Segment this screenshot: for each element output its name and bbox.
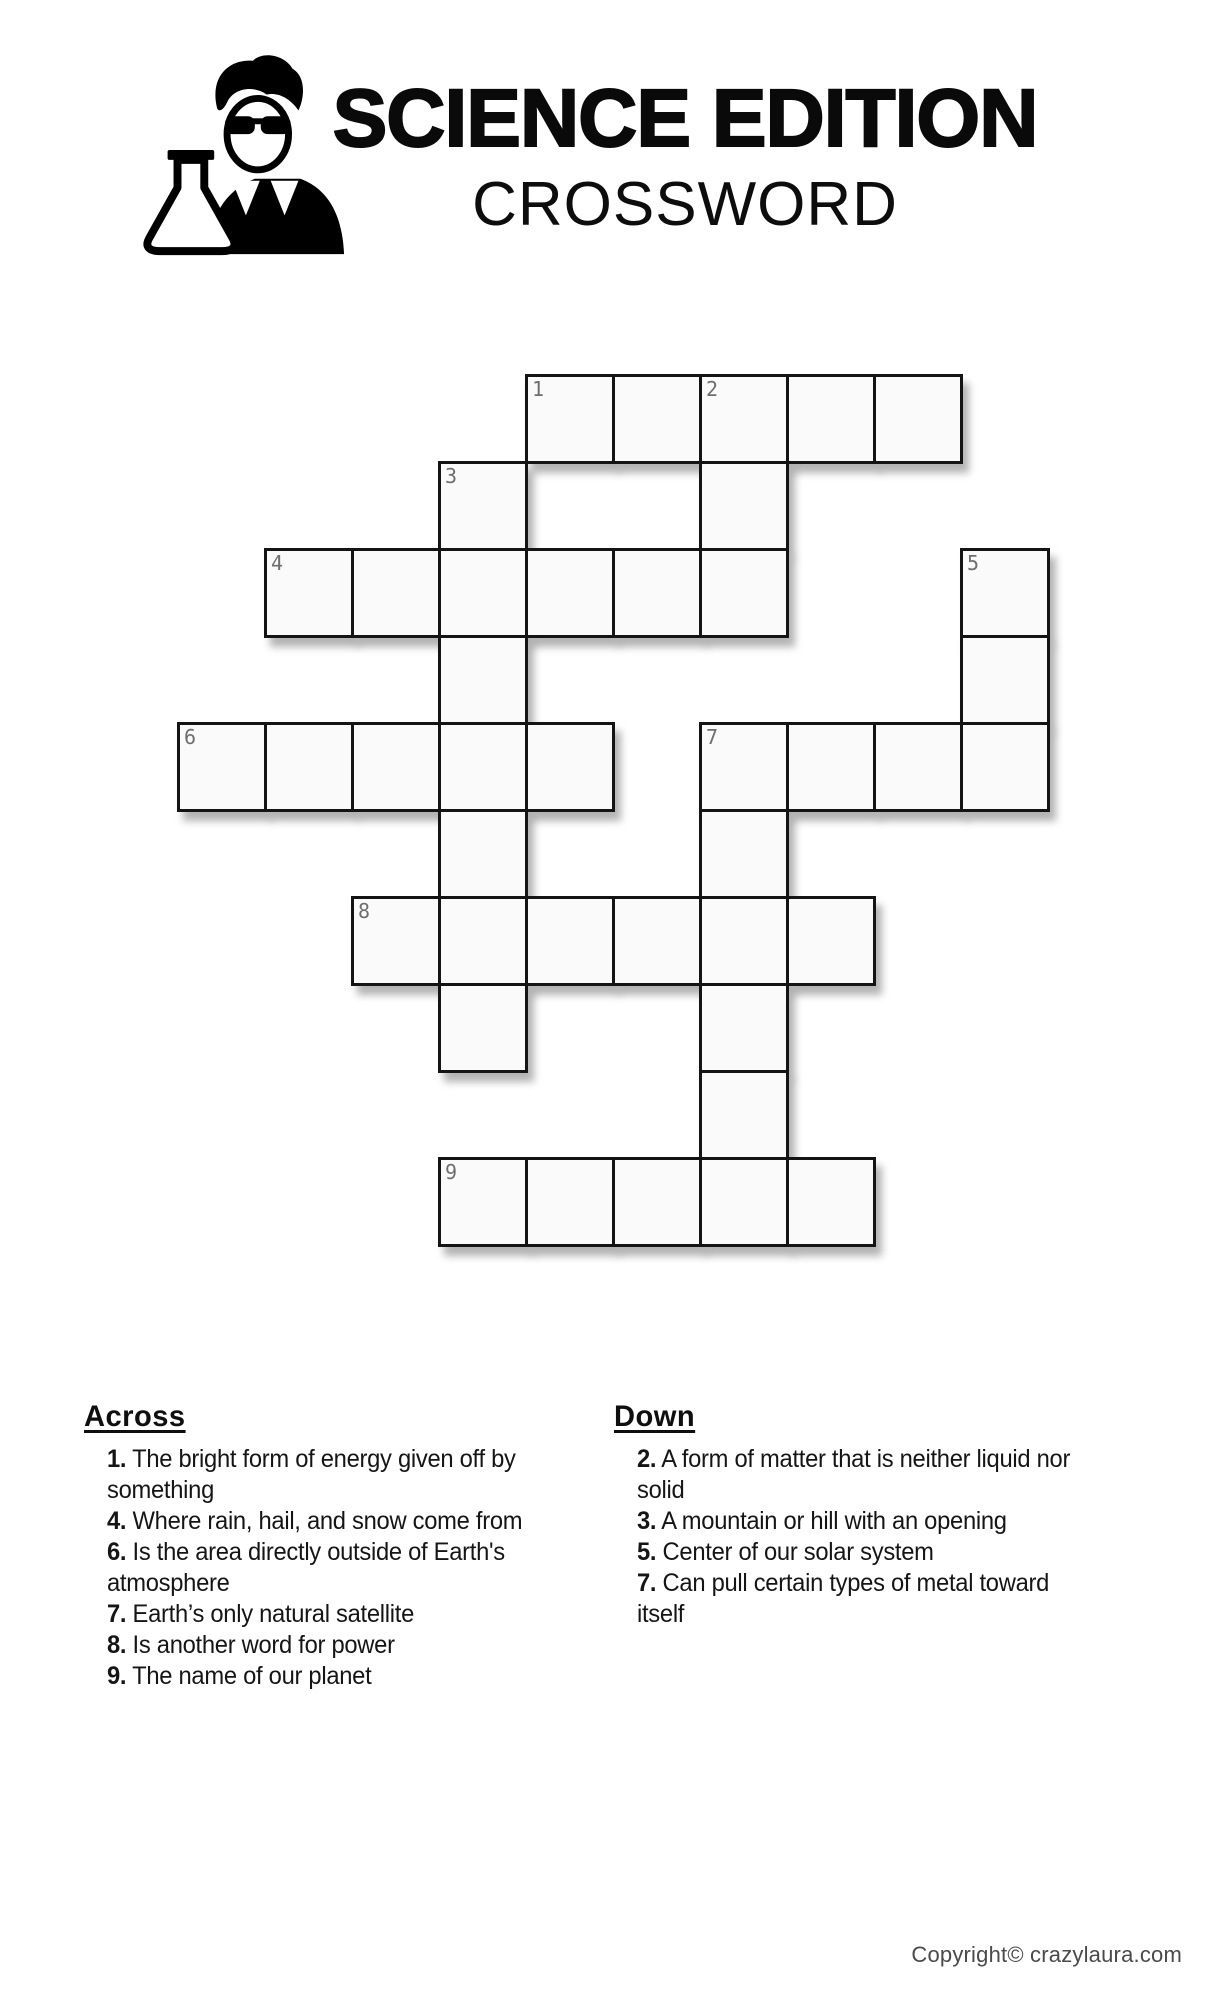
grid-cell-r0-c5[interactable] bbox=[612, 374, 702, 464]
down-clue-list bbox=[614, 1444, 1154, 1630]
grid-cell-r8-c6[interactable] bbox=[699, 1070, 789, 1160]
cell-number: 6 bbox=[184, 725, 197, 749]
page-title: SCIENCE EDITION bbox=[332, 73, 1038, 164]
clue-line: 7. Earth’s only natural satellite bbox=[107, 1599, 415, 1628]
grid-cell-r2-c4[interactable] bbox=[525, 548, 615, 638]
clue-number: 9. bbox=[107, 1661, 127, 1690]
grid-cell-r2-c5[interactable] bbox=[612, 548, 702, 638]
grid-cell-r4-c6[interactable] bbox=[699, 722, 789, 812]
grid-cell-r2-c3[interactable] bbox=[438, 548, 528, 638]
grid-cell-r4-c9[interactable] bbox=[960, 722, 1050, 812]
clue-down-7 bbox=[614, 1568, 1154, 1630]
clue-number: 8. bbox=[107, 1630, 127, 1659]
cell-number: 8 bbox=[358, 899, 371, 923]
copyright-text: Copyright© crazylaura.com bbox=[911, 1942, 1182, 1967]
grid-cell-r9-c7[interactable] bbox=[786, 1157, 876, 1247]
grid-cell-r5-c3[interactable] bbox=[438, 809, 528, 899]
grid-cell-r7-c6[interactable] bbox=[699, 983, 789, 1073]
clue-line: 4. Where rain, hail, and snow come from bbox=[107, 1506, 523, 1535]
grid-cell-r2-c2[interactable] bbox=[351, 548, 441, 638]
across-clues-section bbox=[84, 1400, 584, 1692]
clue-down-5 bbox=[614, 1537, 1154, 1568]
cell-number: 7 bbox=[706, 725, 719, 749]
clue-across-4 bbox=[84, 1506, 584, 1537]
clue-across-8 bbox=[84, 1630, 584, 1661]
down-heading: Down bbox=[614, 1400, 696, 1433]
grid-cell-r9-c5[interactable] bbox=[612, 1157, 702, 1247]
grid-cell-r4-c8[interactable] bbox=[873, 722, 963, 812]
clue-number: 5. bbox=[637, 1537, 657, 1566]
grid-cell-r2-c1[interactable] bbox=[264, 548, 354, 638]
clue-number: 3. bbox=[637, 1506, 657, 1535]
clue-across-6 bbox=[84, 1537, 584, 1599]
clue-line: atmosphere bbox=[107, 1568, 230, 1597]
grid-cell-r0-c6[interactable] bbox=[699, 374, 789, 464]
grid-cell-r6-c4[interactable] bbox=[525, 896, 615, 986]
clue-number: 2. bbox=[637, 1444, 657, 1473]
grid-cell-r6-c7[interactable] bbox=[786, 896, 876, 986]
clue-down-3 bbox=[614, 1506, 1154, 1537]
clue-line: 9. The name of our planet bbox=[107, 1661, 372, 1690]
grid-cell-r9-c6[interactable] bbox=[699, 1157, 789, 1247]
down-clues-section bbox=[614, 1400, 1154, 1630]
cell-number: 1 bbox=[532, 377, 545, 401]
grid-cell-r7-c3[interactable] bbox=[438, 983, 528, 1073]
clue-line: 5. Center of our solar system bbox=[637, 1537, 934, 1566]
page-subtitle: CROSSWORD bbox=[472, 170, 898, 239]
grid-cell-r5-c6[interactable] bbox=[699, 809, 789, 899]
grid-cell-r9-c3[interactable] bbox=[438, 1157, 528, 1247]
clue-across-7 bbox=[84, 1599, 584, 1630]
grid-cell-r3-c3[interactable] bbox=[438, 635, 528, 725]
clue-number: 1. bbox=[107, 1444, 127, 1473]
clue-line: 6. Is the area directly outside of Earth's bbox=[107, 1537, 505, 1566]
grid-cell-r6-c2[interactable] bbox=[351, 896, 441, 986]
grid-cell-r2-c6[interactable] bbox=[699, 548, 789, 638]
grid-cell-r4-c4[interactable] bbox=[525, 722, 615, 812]
cell-number: 5 bbox=[967, 551, 980, 575]
clue-line: 3. A mountain or hill with an opening bbox=[637, 1506, 1007, 1535]
clue-line: solid bbox=[637, 1475, 685, 1504]
clue-line: itself bbox=[637, 1599, 685, 1628]
grid-cell-r4-c1[interactable] bbox=[264, 722, 354, 812]
clue-line: something bbox=[107, 1475, 215, 1504]
grid-cell-r4-c2[interactable] bbox=[351, 722, 441, 812]
grid-cell-r4-c0[interactable] bbox=[177, 722, 267, 812]
cell-number: 4 bbox=[271, 551, 284, 575]
grid-cell-r9-c4[interactable] bbox=[525, 1157, 615, 1247]
clue-across-9 bbox=[84, 1661, 584, 1692]
grid-cell-r3-c9[interactable] bbox=[960, 635, 1050, 725]
grid-cell-r6-c6[interactable] bbox=[699, 896, 789, 986]
clue-down-2 bbox=[614, 1444, 1154, 1506]
clue-number: 7. bbox=[107, 1599, 127, 1628]
clue-number: 7. bbox=[637, 1568, 657, 1597]
across-heading: Across bbox=[84, 1400, 186, 1433]
grid-cell-r4-c7[interactable] bbox=[786, 722, 876, 812]
clue-line: 7. Can pull certain types of metal toward bbox=[637, 1568, 1050, 1597]
grid-cell-r0-c8[interactable] bbox=[873, 374, 963, 464]
clue-line: 1. The bright form of energy given off by bbox=[107, 1444, 516, 1473]
grid-cell-r0-c4[interactable] bbox=[525, 374, 615, 464]
grid-cell-r4-c3[interactable] bbox=[438, 722, 528, 812]
across-clue-list bbox=[84, 1444, 584, 1692]
cell-number: 2 bbox=[706, 377, 719, 401]
grid-cell-r0-c7[interactable] bbox=[786, 374, 876, 464]
clue-number: 4. bbox=[107, 1506, 127, 1535]
clue-number: 6. bbox=[107, 1537, 127, 1566]
cell-number: 9 bbox=[445, 1160, 458, 1184]
grid-cell-r6-c3[interactable] bbox=[438, 896, 528, 986]
grid-cell-r2-c9[interactable] bbox=[960, 548, 1050, 638]
grid-cell-r1-c6[interactable] bbox=[699, 461, 789, 551]
grid-cell-r1-c3[interactable] bbox=[438, 461, 528, 551]
cell-number: 3 bbox=[445, 464, 458, 488]
clue-line: 8. Is another word for power bbox=[107, 1630, 395, 1659]
clue-line: 2. A form of matter that is neither liquid nor bbox=[637, 1444, 1071, 1473]
grid-cell-r6-c5[interactable] bbox=[612, 896, 702, 986]
clue-across-1 bbox=[84, 1444, 584, 1506]
